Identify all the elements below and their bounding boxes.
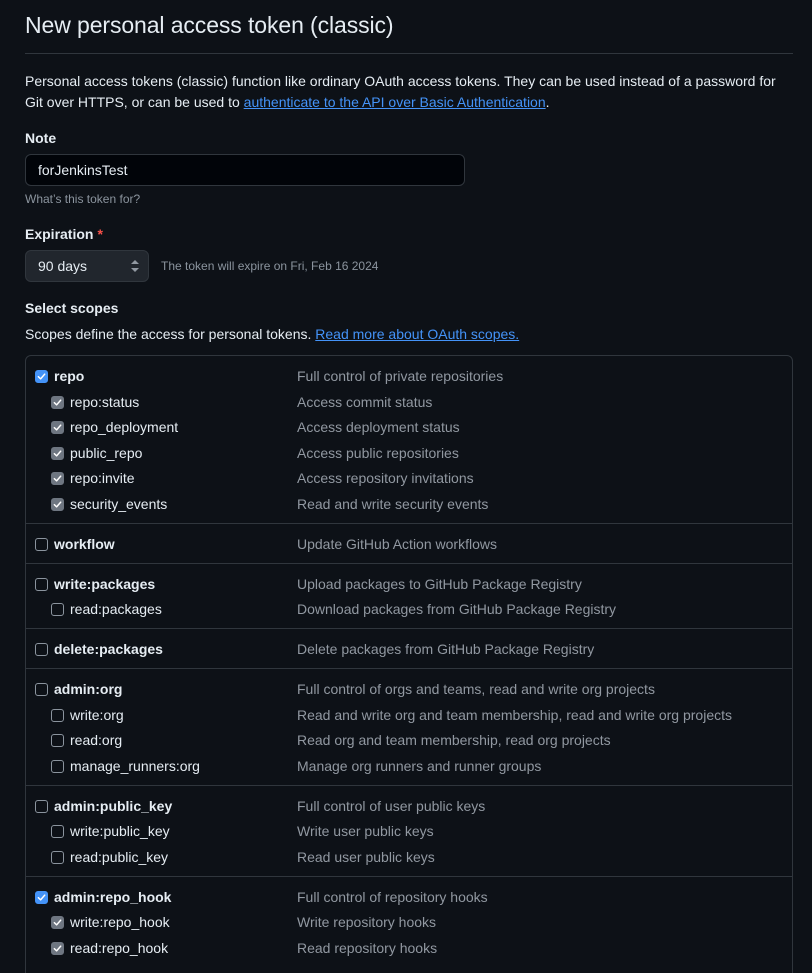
scope-description: Write user public keys [297,823,434,839]
scope-name: workflow [54,535,115,552]
scope-name: security_events [70,495,168,512]
scope-checkbox[interactable] [51,734,64,747]
scope-group-divider [26,668,793,669]
chevron-up-down-icon [130,258,140,274]
scope-name: repo:invite [70,470,135,486]
scope-description: Full control of orgs and teams, read and write org projects [297,681,655,697]
scope-checkbox[interactable] [35,538,48,551]
scope-row-write-repo-hook[interactable] [26,912,792,934]
scope-description: Upload packages to GitHub Package Registry [297,575,582,592]
scope-row-security-events[interactable] [26,494,792,516]
scope-name: repo_deployment [70,419,179,435]
check-icon [53,423,62,432]
scope-name: write:public_key [70,823,170,839]
check-icon [53,449,62,458]
check-icon [53,474,62,483]
scope-row-read-org[interactable] [26,730,792,752]
scope-row-read-repo-hook[interactable] [26,938,792,960]
scope-checkbox[interactable] [51,825,64,838]
oauth-scopes-link[interactable]: Read more about OAuth scopes. [315,326,520,342]
scope-description: Download packages from GitHub Package Registry [297,601,617,617]
scopes-description [25,326,519,342]
scope-description: Update GitHub Action workflows [297,535,497,552]
scope-group-divider [26,628,793,629]
expiration-label [25,226,103,242]
scope-row-public-repo[interactable] [26,443,792,465]
note-label: Note [25,130,57,146]
scope-name: read:packages [70,601,162,617]
scope-row-repo-invite[interactable] [26,468,792,490]
scope-checkbox[interactable] [35,578,48,591]
expiration-label-text: Expiration [25,226,94,242]
scope-checkbox[interactable] [51,603,64,616]
scope-checkbox[interactable] [51,447,64,460]
scopes-description-text: Scopes define the access for personal tokens. [25,326,316,342]
scope-description: Delete packages from GitHub Package Registry [297,641,595,657]
basic-auth-link[interactable]: authenticate to the API over Basic Authentication [243,94,546,110]
scope-row-repo[interactable] [26,366,792,388]
check-icon [37,893,46,902]
scope-row-manage-runners-org[interactable] [26,756,792,778]
title-divider [25,53,793,54]
scope-row-write-org[interactable] [26,705,792,727]
scope-name: manage_runners:org [70,757,200,774]
scope-description: Access repository invitations [297,470,474,486]
intro-end: . [545,94,550,110]
scope-name: read:repo_hook [70,939,169,956]
check-icon [53,944,62,953]
scope-name: public_repo [70,444,143,461]
scopes-list [25,355,793,973]
scope-row-repo-deployment[interactable] [26,417,792,439]
expiration-note: The token will expire on Fri, Feb 16 2024 [161,259,379,273]
scope-description: Read and write org and team membership, read and write org projects [297,706,732,723]
required-asterisk: * [97,226,103,242]
scope-checkbox[interactable] [35,800,48,813]
scope-description: Write repository hooks [297,914,437,930]
scope-name: read:org [70,732,123,748]
scope-checkbox[interactable] [51,916,64,929]
scope-name: delete:packages [54,641,163,657]
scope-row-write-packages[interactable] [26,574,792,596]
scope-description: Access deployment status [297,419,460,435]
expiration-select[interactable] [25,250,149,282]
scope-row-admin-repo-hook[interactable] [26,887,792,909]
check-icon [53,398,62,407]
scope-group-divider [26,523,793,524]
scope-row-read-packages[interactable] [26,599,792,621]
scope-row-workflow[interactable] [26,534,792,556]
note-input[interactable] [25,154,465,186]
scope-group-divider [26,876,793,877]
check-icon [53,918,62,927]
scope-name: read:public_key [70,848,169,865]
scope-description: Read and write security events [297,495,489,512]
scope-description: Read repository hooks [297,939,438,956]
scope-description: Full control of private repositories [297,368,504,384]
scope-name: write:repo_hook [70,914,170,930]
scope-description: Full control of repository hooks [297,888,488,905]
scope-name: admin:public_key [54,797,173,814]
scope-checkbox[interactable] [35,370,48,383]
scope-name: repo [54,368,85,384]
scope-checkbox[interactable] [51,421,64,434]
scope-row-repo-status[interactable] [26,392,792,414]
scope-description: Read org and team membership, read org projects [297,732,611,748]
scope-row-write-public-key[interactable] [26,821,792,843]
scope-checkbox[interactable] [51,498,64,511]
scope-checkbox[interactable] [51,396,64,409]
expiration-selected-value: 90 days [38,258,88,274]
check-icon [53,500,62,509]
intro-text: Personal access tokens (classic) function like ordinary OAuth access tokens. They can be used instead of a password for Git over HTTPS, or can be used to [25,73,776,110]
scope-name: repo:status [70,393,140,410]
scope-checkbox[interactable] [35,891,48,904]
scope-group-divider [26,563,793,564]
scope-description: Access public repositories [297,444,459,461]
scope-checkbox[interactable] [51,851,64,864]
check-icon [37,372,46,381]
scope-group-divider [26,785,793,786]
scope-name: write:packages [54,575,156,592]
scope-checkbox[interactable] [51,472,64,485]
scope-description: Read user public keys [297,848,435,865]
scope-name: write:org [70,706,124,723]
scope-checkbox[interactable] [35,643,48,656]
scope-name: admin:org [54,681,123,697]
scope-description: Full control of user public keys [297,797,486,814]
scope-checkbox[interactable] [51,709,64,722]
scope-checkbox[interactable] [35,683,48,696]
scope-name: admin:repo_hook [54,888,172,905]
scope-description: Manage org runners and runner groups [297,757,542,774]
scope-row-read-public-key[interactable] [26,847,792,869]
note-hint: What’s this token for? [25,192,141,206]
scope-row-admin-org[interactable] [26,679,792,701]
select-scopes-label: Select scopes [25,300,119,316]
page-title: New personal access token (classic) [25,12,394,38]
scope-description: Access commit status [297,393,433,410]
intro-paragraph [25,71,795,113]
scope-checkbox[interactable] [51,760,64,773]
scope-checkbox[interactable] [51,942,64,955]
scope-row-delete-packages[interactable] [26,639,792,661]
scope-row-admin-public-key[interactable] [26,796,792,818]
